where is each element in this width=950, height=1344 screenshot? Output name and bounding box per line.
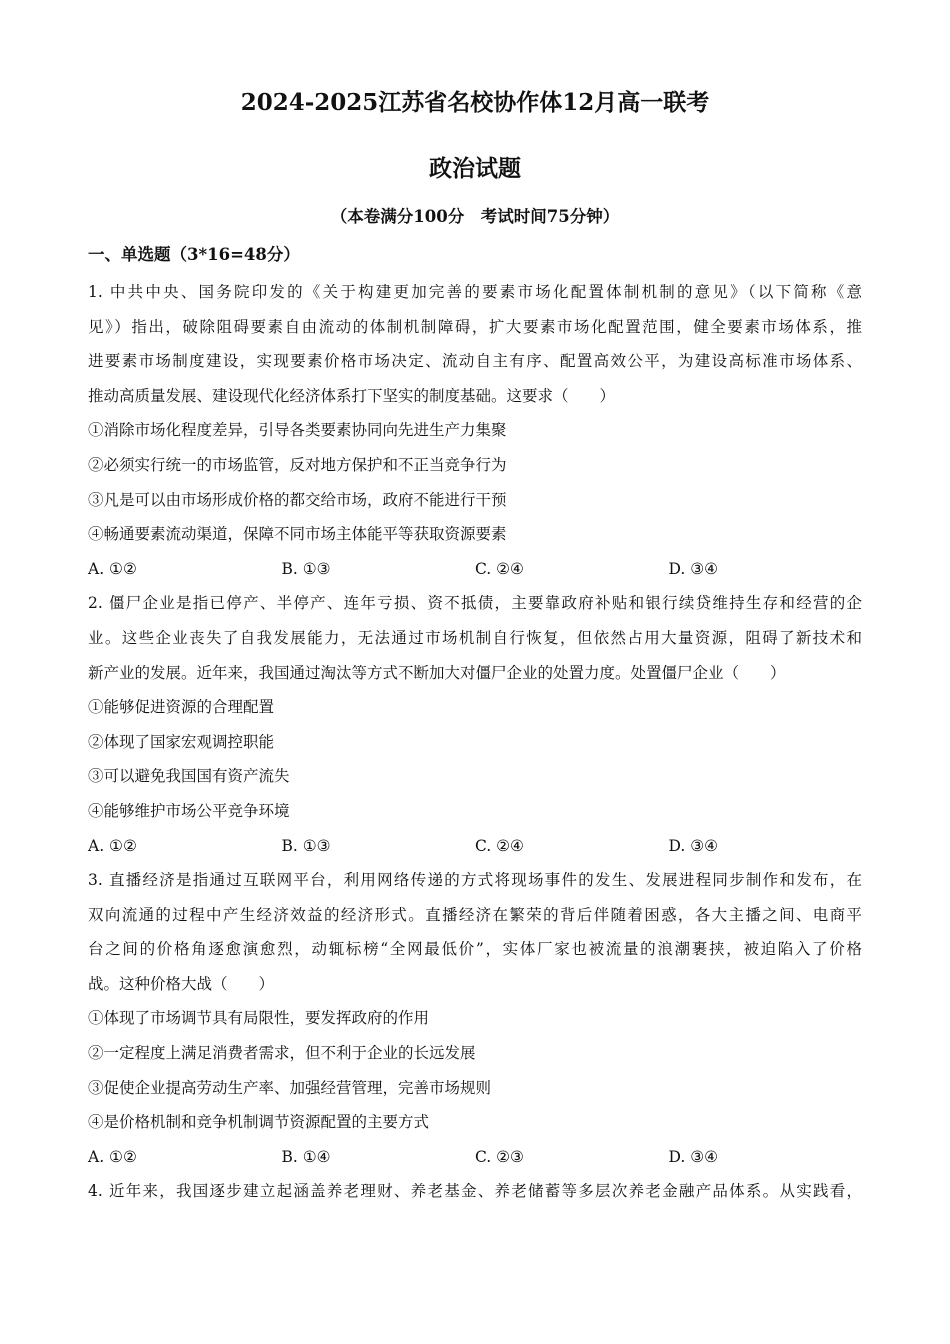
question-3 <box>88 863 862 1174</box>
option-b[interactable]: B. ①③ <box>281 836 331 855</box>
question-stem-line: 1. 中共中央、国务院印发的《关于构建更加完善的要素市场化配置体制机制的意见》（以下简称《意 <box>88 283 862 301</box>
statement-item: ④能够维护市场公平竞争环境 <box>88 801 290 820</box>
statement-item: ④是价格机制和竞争机制调节资源配置的主要方式 <box>88 1113 430 1132</box>
statement-item: ③凡是可以由市场形成价格的都交给市场，政府不能进行干预 <box>88 490 507 509</box>
question-stem-line: 见》）指出，破除阻碍要素自由流动的体制机制障碍，扩大要素市场化配置范围，健全要素市场体系，推 <box>88 317 862 336</box>
question-stem-line: 2. 僵尸企业是指已停产、半停产、连年亏损、资不抵债，主要靠政府补贴和银行续贷维持生存和经营的企 <box>88 594 862 613</box>
statement-item: ③促使企业提高劳动生产率、加强经营管理，完善市场规则 <box>88 1078 492 1097</box>
exam-title: 2024-2025江苏省名校协作体12月高一联考 <box>240 89 710 116</box>
question-stem-line: 3. 直播经济是指通过互联网平台，利用网络传递的方式将现场事件的发生、发展进程同步制作和发布，在 <box>88 871 862 890</box>
question-stem-line: 推动高质量发展、建设现代化经济体系打下坚实的制度基础。这要求（ ） <box>88 386 616 405</box>
statement-item: ①能够促进资源的合理配置 <box>88 698 275 717</box>
statement-item: ④畅通要素流动渠道，保障不同市场主体能平等获取资源要素 <box>88 525 507 544</box>
statement-item: ②必须实行统一的市场监管，反对地方保护和不正当竞争行为 <box>88 455 507 474</box>
answer-options <box>88 829 862 864</box>
question-stem-line: 台之间的价格角逐愈演愈烈，动辄标榜“全网最低价”，实体厂家也被流量的浪潮裹挟，被迫陷入了价格 <box>88 940 862 959</box>
question-stem-line: 4. 近年来，我国逐步建立起涵盖养老理财、养老基金、养老储蓄等多层次养老金融产品体系。从实践看， <box>88 1182 862 1201</box>
statement-item: ②体现了国家宏观调控职能 <box>88 732 275 751</box>
option-a[interactable]: A. ①② <box>88 559 137 578</box>
statement-item: ③可以避免我国国有资产流失 <box>88 767 290 786</box>
question-4 <box>88 1174 862 1209</box>
option-d[interactable]: D. ③④ <box>668 836 719 855</box>
option-d[interactable]: D. ③④ <box>668 1147 719 1166</box>
question-2 <box>88 586 862 863</box>
question-list <box>88 275 862 1209</box>
statement-item: ①消除市场化程度差异，引导各类要素协同向先进生产力集聚 <box>88 421 507 440</box>
question-stem-line: 进要素市场制度建设，实现要素价格市场决定、流动自主有序、配置高效公平，为建设高标准市场体系、 <box>88 352 862 371</box>
question-1 <box>88 275 862 586</box>
option-b[interactable]: B. ①③ <box>281 559 331 578</box>
exam-subject: 政治试题 <box>429 155 521 182</box>
section-heading: 一、单选题（3*16=48分） <box>88 245 300 264</box>
option-c[interactable]: C. ②④ <box>475 559 524 578</box>
option-a[interactable]: A. ①② <box>88 836 137 855</box>
question-stem-line: 战。这种价格大战（ ） <box>88 974 275 993</box>
statement-item: ②一定程度上满足消费者需求，但不利于企业的长远发展 <box>88 1044 476 1063</box>
exam-note: （本卷满分100分 考试时间75分钟） <box>330 207 620 226</box>
statement-item: ①体现了市场调节具有局限性，要发挥政府的作用 <box>88 1009 430 1028</box>
option-d[interactable]: D. ③④ <box>668 559 719 578</box>
option-a[interactable]: A. ①② <box>88 1147 137 1166</box>
option-c[interactable]: C. ②④ <box>475 836 524 855</box>
answer-options <box>88 1140 862 1175</box>
answer-options <box>88 552 862 587</box>
option-c[interactable]: C. ②③ <box>475 1147 524 1166</box>
option-b[interactable]: B. ①④ <box>281 1147 331 1166</box>
question-stem-line: 双向流通的过程中产生经济效益的经济形式。直播经济在繁荣的背后伴随着困惑，各大主播之间、电商平 <box>88 905 862 924</box>
question-stem-line: 业。这些企业丧失了自我发展能力，无法通过市场机制自行恢复，但依然占用大量资源，阻碍了新技术和 <box>88 628 862 647</box>
question-stem-line: 新产业的发展。近年来，我国通过淘汰等方式不断加大对僵尸企业的处置力度。处置僵尸企业（ ） <box>88 663 786 682</box>
